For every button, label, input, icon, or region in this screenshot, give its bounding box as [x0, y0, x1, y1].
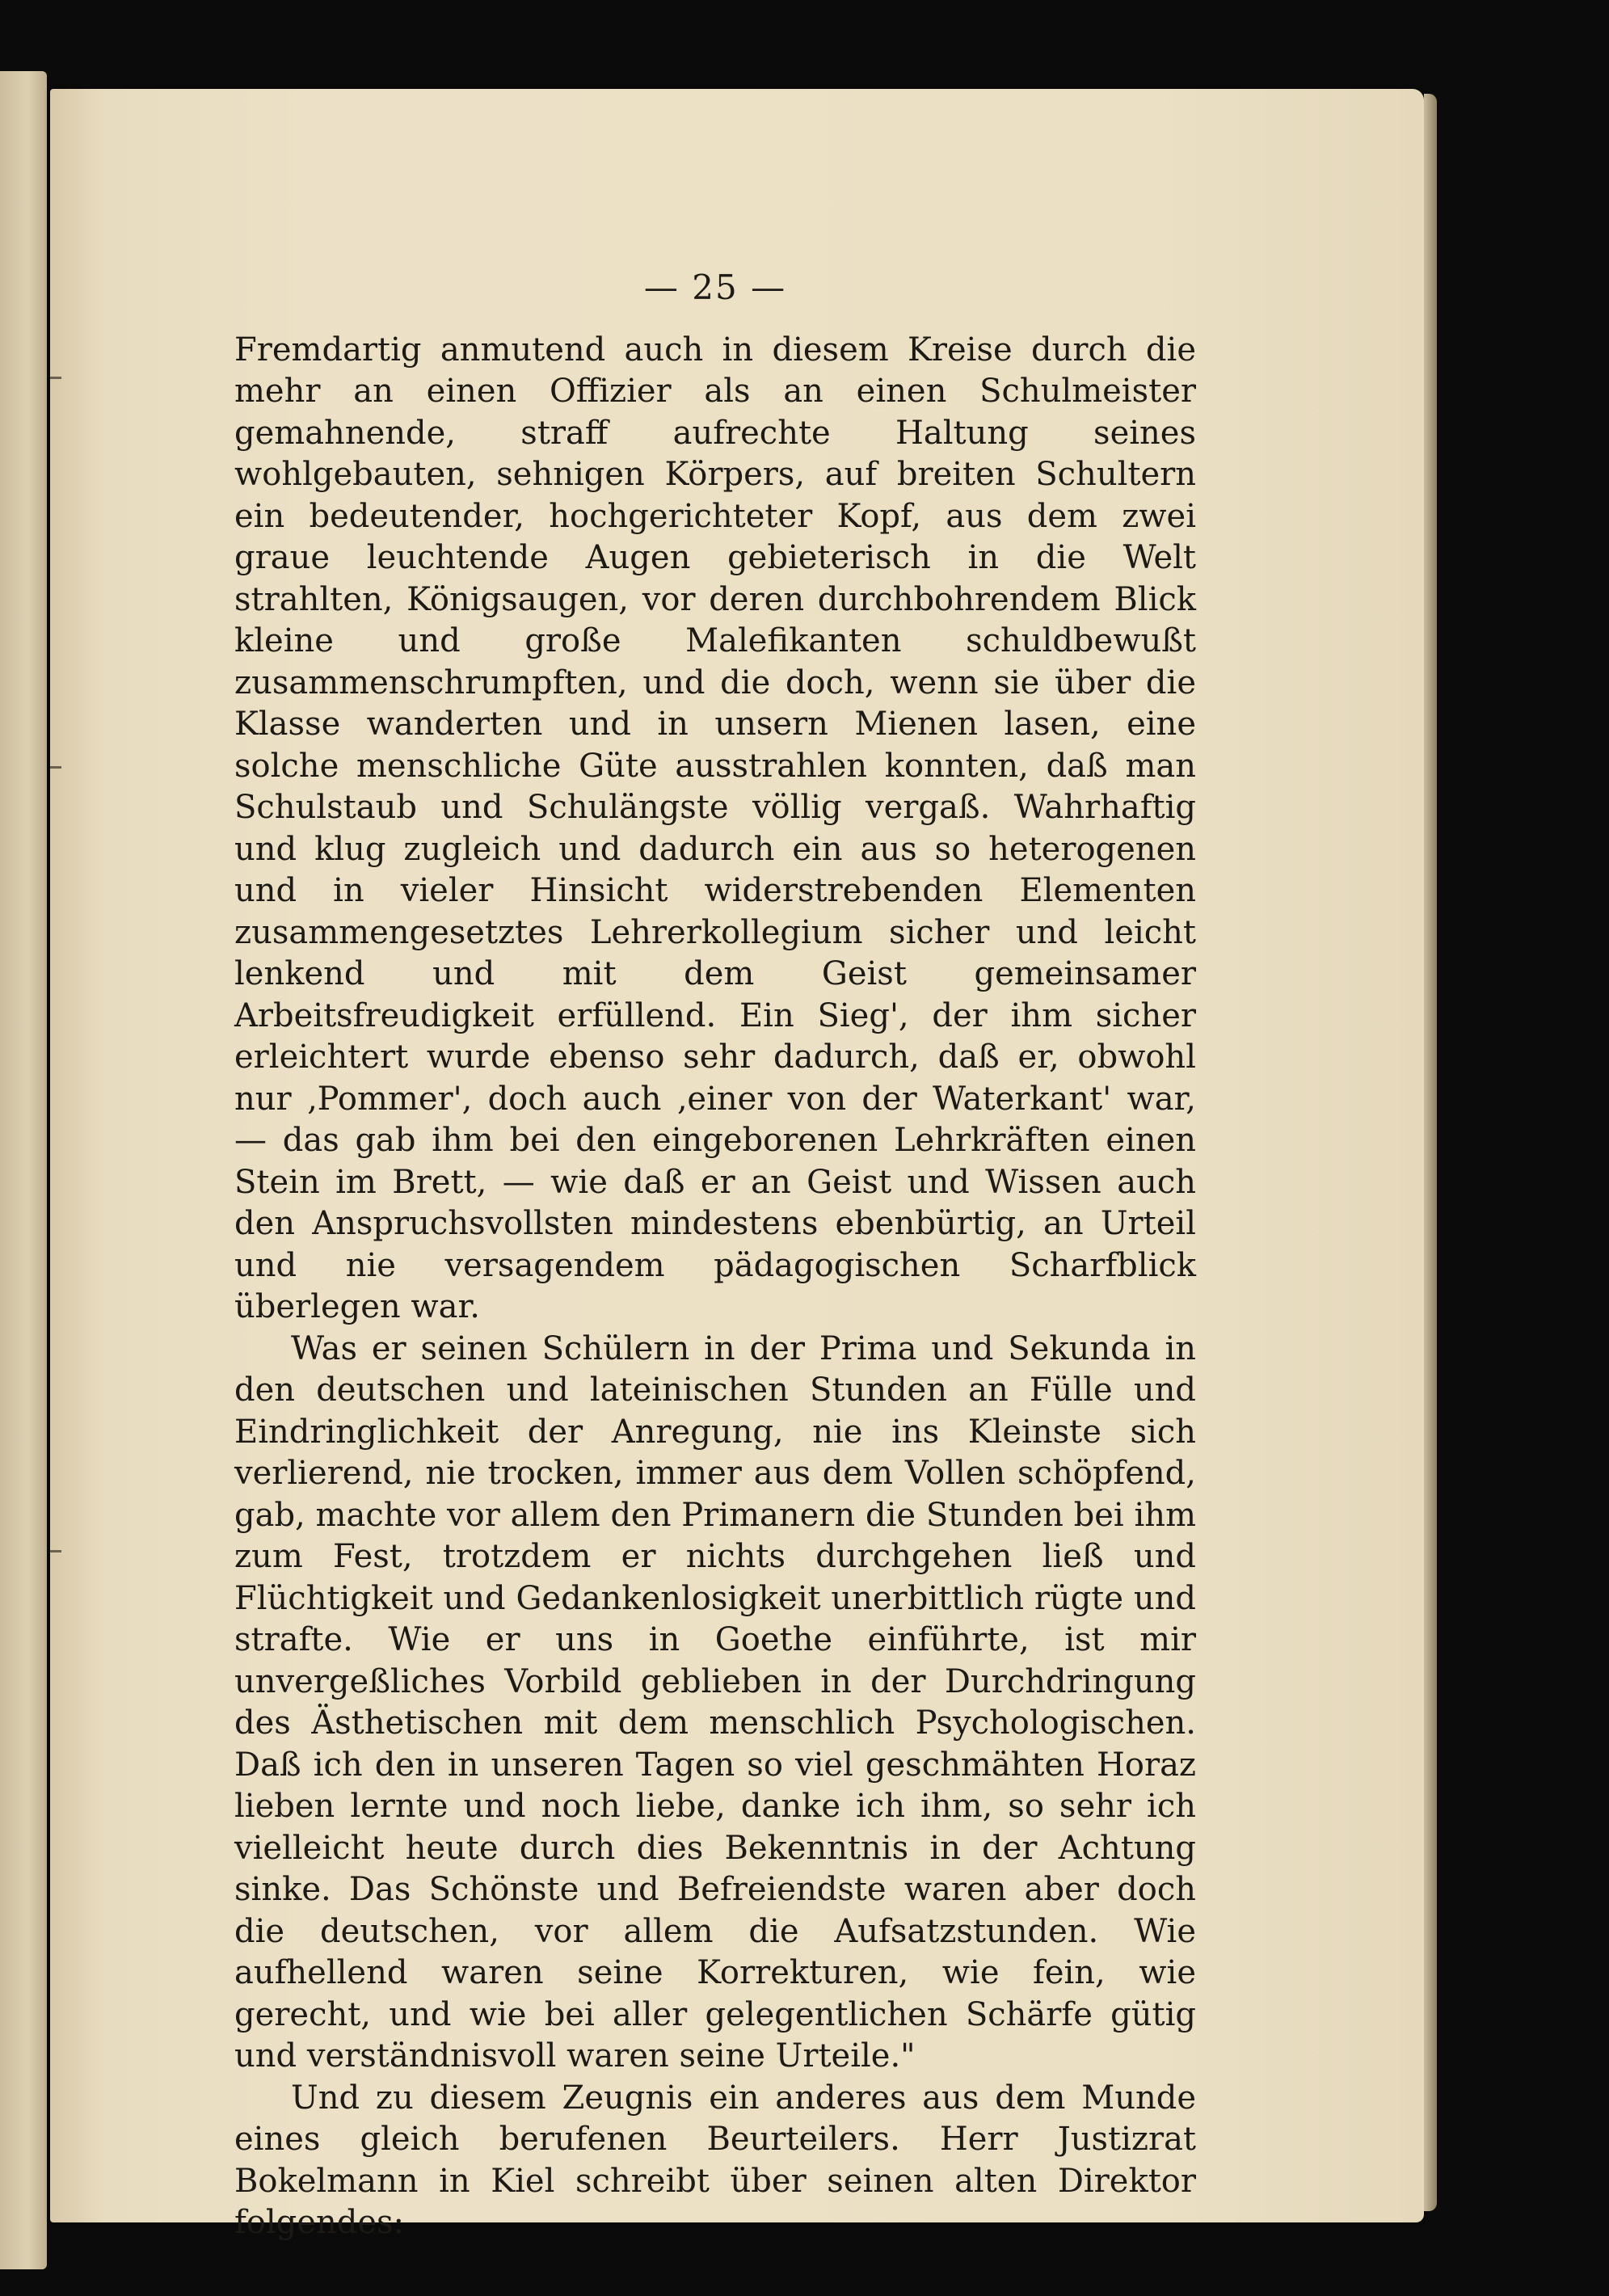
- gutter-mark: [50, 1550, 61, 1552]
- book-page: [50, 89, 1424, 2241]
- paragraph: Fremdartig anmutend auch in diesem Kreise durch die mehr an einen Offizier als an einen Schulmeister gemahnende, straff aufrechte Haltung seines wohlgebauten, sehnigen Körpers, auf breiten Schultern ein bedeutender, hochgerichteter Kopf, aus dem zwei graue leuchtende Augen gebieterisch in die Welt strahlten, Königsaugen, vor deren durchbohrendem Blick kleine und große Malefikanten schuldbewußt zusammenschrumpften, und die doch, wenn sie über die Klasse wanderten und in unsern Mienen lasen, eine solche menschliche Güte ausstrahlen konnten, daß man Schulstaub und Schulängste völlig vergaß. Wahrhaftig und klug zugleich und dadurch ein aus so heterogenen und in vieler Hinsicht widerstrebenden Elementen zusammengesetztes Lehrerkollegium sicher und leicht lenkend und mit dem Geist gemeinsamer Arbeitsfreudigkeit erfüllend. Ein Sieg', der ihm sicher erleichtert wurde ebenso sehr dadurch, daß er, obwohl nur ‚Pommer', doch auch ‚einer von der Waterkant' war, — das gab ihm bei den eingeborenen Lehrkräften einen Stein im Brett, — wie daß er an Geist und Wissen auch den Anspruchsvollsten mindestens ebenbürtig, an Urteil und nie versagendem pädagogischen Scharfblick überlegen war.: [234, 331, 1196, 1325]
- paragraph: Und zu diesem Zeugnis ein anderes aus dem Munde eines gleich berufenen Beurteilers. Herr Justizrat Bokelmann in Kiel schreibt über seinen alten Direktor folgendes:: [234, 2079, 1196, 2241]
- gutter-mark: [50, 766, 61, 769]
- facing-page-edge: [0, 71, 47, 2269]
- paragraph: Was er seinen Schülern in der Prima und Sekunda in den deutschen und lateinischen Stunden an Fülle und Eindringlichkeit der Anregung, nie ins Kleinste sich verlierend, nie trocken, immer aus dem Vollen schöpfend, gab, machte vor allem den Primanern die Stunden bei ihm zum Fest, trotzdem er nichts durchgehen ließ und Flüchtigkeit und Gedankenlosigkeit unerbittlich rügte und strafte. Wie er uns in Goethe einführte, ist mir unvergeßliches Vorbild geblieben in der Durchdringung des Ästhetischen mit dem menschlich Psychologischen. Daß ich den in unseren Tagen so viel geschmähten Horaz lieben lernte und noch liebe, danke ich ihm, so sehr ich vielleicht heute durch dies Bekenntnis in der Achtung sinke. Das Schönste und Befreiendste waren aber doch die deutschen, vor allem die Aufsatzstunden. Wie aufhellend waren seine Korrekturen, wie fein, wie gerecht, und wie bei aller gelegentlichen Schärfe gütig und verständnisvoll waren seine Urteile.": [234, 1329, 1196, 2075]
- page-number: — 25 —: [643, 268, 787, 307]
- gutter-mark: [50, 377, 61, 379]
- page-edge-shadow: [1424, 94, 1437, 2211]
- page-text: [234, 267, 1196, 2244]
